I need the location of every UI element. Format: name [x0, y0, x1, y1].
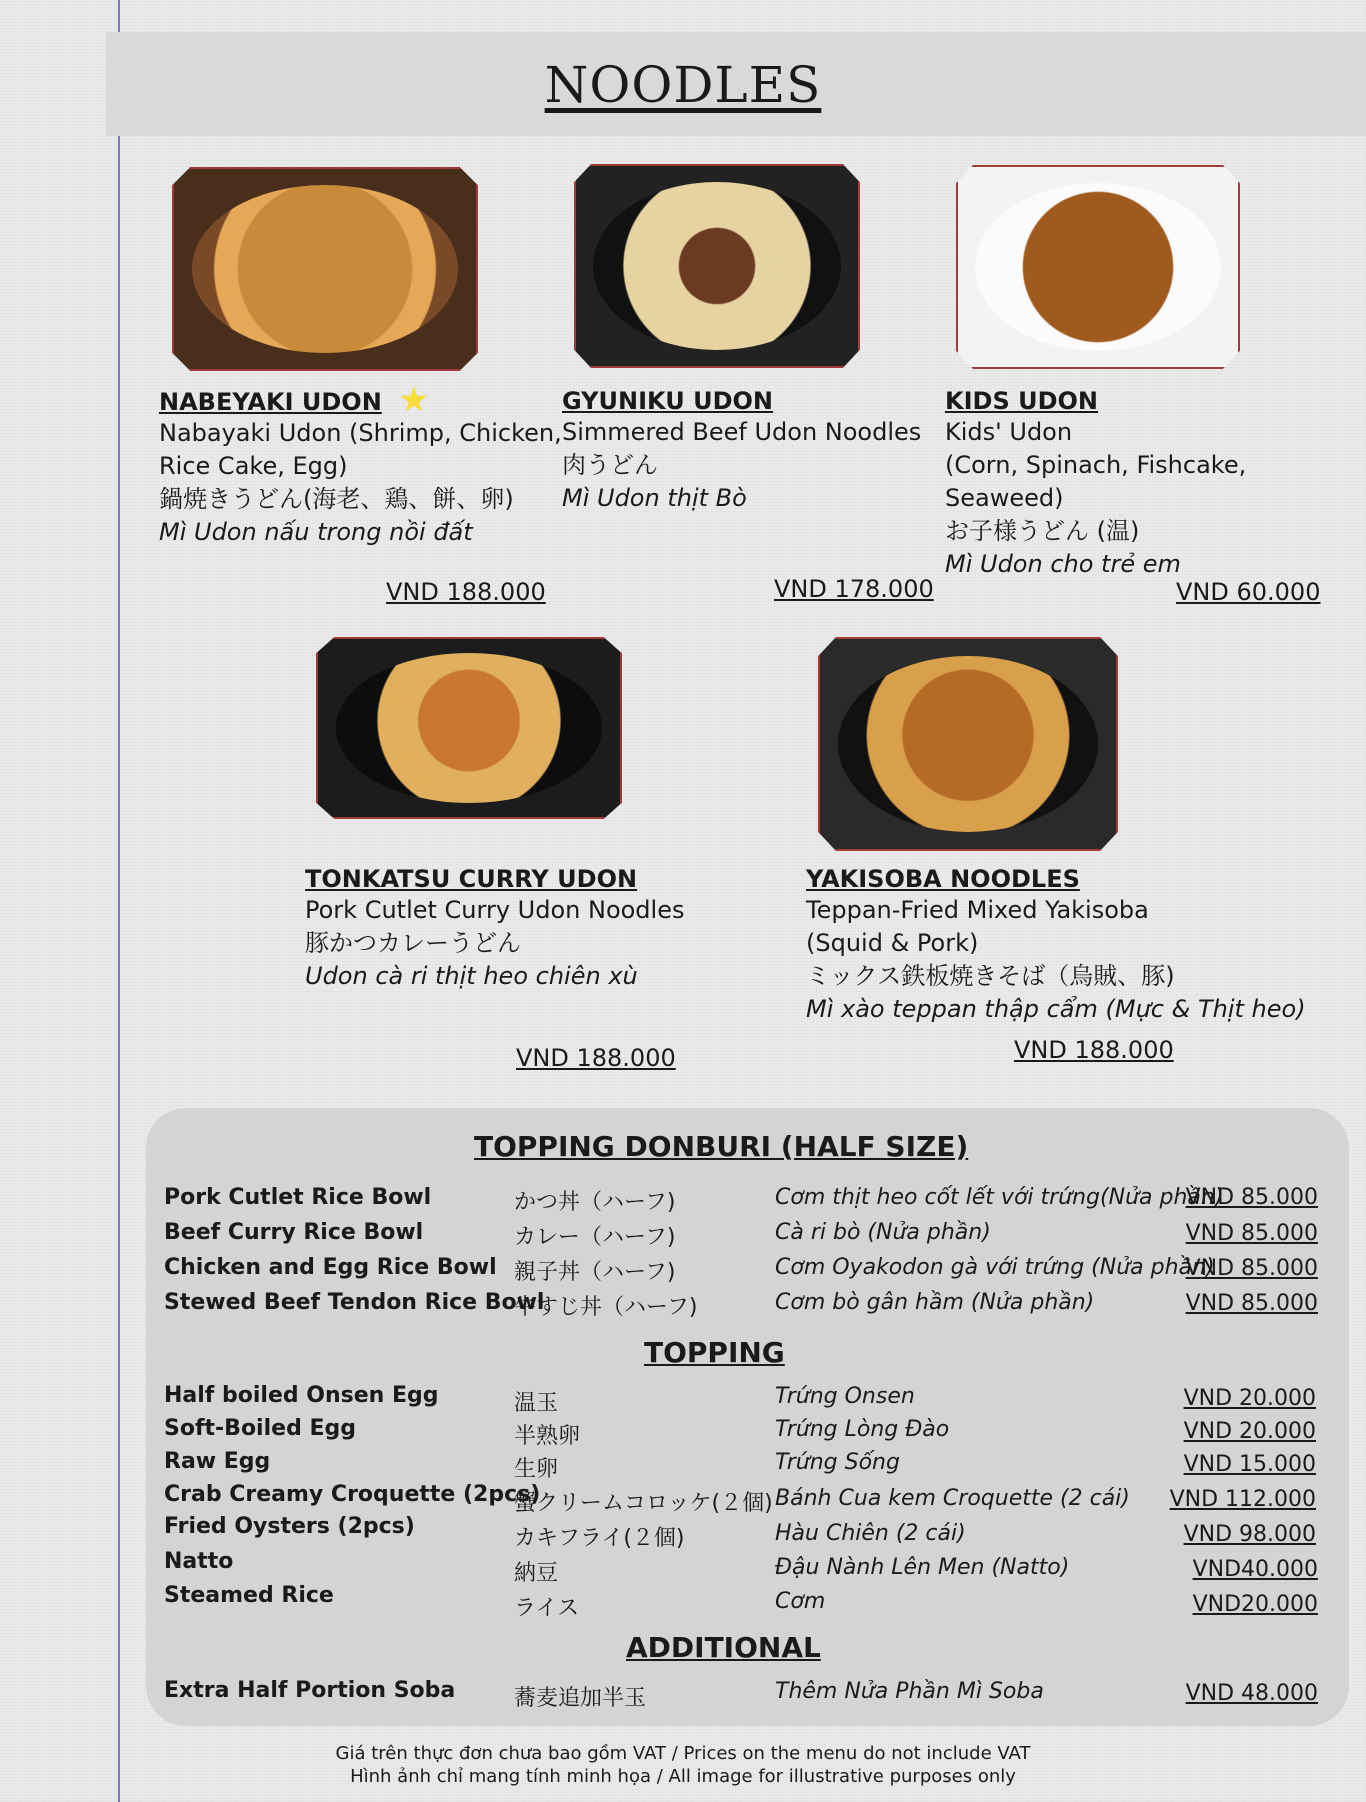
menu-item-gyuniku-udon — [562, 386, 921, 515]
row-vn: Trứng Onsen — [775, 1384, 915, 1409]
row-vn: Cơm — [775, 1589, 826, 1614]
row-name: Stewed Beef Tendon Rice Bowl — [164, 1290, 545, 1315]
row-name: Steamed Rice — [164, 1583, 334, 1608]
row-jp: 生卵 — [514, 1457, 559, 1482]
row-jp: かつ丼（ハーフ) — [514, 1190, 676, 1215]
menu-item-tonkatsu-curry-udon — [305, 864, 684, 993]
menu-item-kids-udon — [945, 386, 1366, 581]
item-desc: Rice Cake, Egg) — [159, 452, 348, 480]
item-name: KIDS UDON — [945, 387, 1098, 415]
margin-line — [118, 0, 120, 1802]
row-vn: Hàu Chiên (2 cái) — [775, 1521, 966, 1546]
item-desc: Simmered Beef Udon Noodles — [562, 418, 922, 446]
row-vn: Cơm Oyakodon gà với trứng (Nửa phần) — [775, 1255, 1215, 1280]
row-name: Pork Cutlet Rice Bowl — [164, 1185, 432, 1210]
gyuniku-udon-photo — [574, 164, 860, 368]
row-price: VND 112.000 — [1169, 1487, 1316, 1512]
row-name: Fried Oysters (2pcs) — [164, 1514, 415, 1539]
row-price: VND 20.000 — [1183, 1386, 1316, 1411]
row-price: VND 98.000 — [1183, 1522, 1316, 1547]
item-jp: お子様うどん (温) — [945, 517, 1140, 545]
item-vn: Mì Udon thịt Bò — [562, 484, 747, 512]
item-desc: Nabayaki Udon (Shrimp, Chicken, — [159, 419, 562, 447]
footer-vat-note: Giá trên thực đơn chưa bao gồm VAT / Prices on the menu do not include VAT — [335, 1743, 1031, 1764]
item-price: VND 188.000 — [386, 578, 546, 606]
section-heading-topping: TOPPING — [644, 1336, 785, 1369]
row-jp: 半熟卵 — [514, 1424, 581, 1449]
page-title: NOODLES — [544, 56, 822, 114]
item-price: VND 178.000 — [774, 575, 934, 603]
section-heading-additional: ADDITIONAL — [626, 1631, 821, 1664]
row-price: VND 85.000 — [1185, 1185, 1318, 1210]
row-vn: Trứng Sống — [775, 1450, 900, 1475]
item-jp: ミックス鉄板焼きそば（烏賊、豚) — [806, 962, 1175, 990]
menu-item-yakisoba — [806, 864, 1306, 1026]
row-jp: カレー（ハーフ) — [514, 1225, 676, 1250]
row-price: VND 85.000 — [1185, 1256, 1318, 1281]
item-name: YAKISOBA NOODLES — [806, 865, 1080, 893]
item-price: VND 188.000 — [516, 1044, 676, 1072]
nabeyaki-udon-photo — [172, 167, 478, 371]
row-vn: Đậu Nành Lên Men (Natto) — [775, 1555, 1070, 1580]
row-name: Beef Curry Rice Bowl — [164, 1220, 424, 1245]
row-jp: ライス — [514, 1596, 580, 1621]
star-icon — [400, 386, 428, 414]
item-name: NABEYAKI UDON — [159, 388, 382, 416]
tonkatsu-curry-udon-photo — [316, 637, 622, 819]
row-jp: 牛すじ丼（ハーフ) — [514, 1295, 698, 1320]
row-price: VND20.000 — [1192, 1592, 1318, 1617]
yakisoba-photo — [818, 637, 1118, 851]
item-vn: Mì Udon cho trẻ em — [945, 550, 1181, 578]
item-desc: Kids' Udon — [945, 418, 1073, 446]
row-vn: Cơm bò gân hầm (Nửa phần) — [775, 1290, 1095, 1315]
menu-item-nabeyaki-udon — [159, 386, 562, 549]
item-name: TONKATSU CURRY UDON — [305, 865, 638, 893]
item-jp: 鍋焼きうどん(海老、鶏、餅、卵) — [159, 485, 514, 513]
row-jp: 親子丼（ハーフ) — [514, 1260, 676, 1285]
row-price: VND 20.000 — [1183, 1419, 1316, 1444]
item-jp: 豚かつカレーうどん — [305, 929, 521, 957]
row-vn: Trứng Lòng Đào — [775, 1417, 950, 1442]
footer-image-note: Hình ảnh chỉ mang tính minh họa / All image for illustrative purposes only — [350, 1766, 1016, 1787]
item-vn: Mì xào teppan thập cẩm (Mực & Thịt heo) — [806, 995, 1306, 1023]
row-name: Soft-Boiled Egg — [164, 1416, 356, 1441]
item-vn: Mì Udon nấu trong nồi đất — [159, 518, 473, 546]
row-vn: Thêm Nửa Phần Mì Soba — [775, 1679, 1044, 1704]
kids-udon-photo — [956, 165, 1240, 369]
row-jp: 納豆 — [514, 1561, 559, 1586]
row-jp: 蕎麦追加半玉 — [514, 1686, 647, 1711]
item-desc: (Squid & Pork) — [806, 929, 979, 957]
item-vn: Udon cà ri thịt heo chiên xù — [305, 962, 638, 990]
item-jp: 肉うどん — [562, 451, 658, 479]
row-name: Raw Egg — [164, 1449, 271, 1474]
section-heading-donburi: TOPPING DONBURI (HALF SIZE) — [474, 1130, 969, 1163]
row-jp: カキフライ(２個) — [514, 1526, 685, 1551]
row-jp: 蟹クリームコロッケ(２個) — [514, 1491, 773, 1516]
row-vn: Bánh Cua kem Croquette (2 cái) — [775, 1486, 1130, 1511]
item-desc: (Corn, Spinach, Fishcake, Seaweed) — [945, 451, 1247, 512]
row-vn: Cơm thịt heo cốt lết với trứng(Nửa phần) — [775, 1185, 1224, 1210]
row-price: VND 48.000 — [1185, 1681, 1318, 1706]
item-desc: Pork Cutlet Curry Udon Noodles — [305, 896, 685, 924]
row-name: Chicken and Egg Rice Bowl — [164, 1255, 497, 1280]
row-jp: 温玉 — [514, 1391, 559, 1416]
row-price: VND 85.000 — [1185, 1291, 1318, 1316]
row-name: Half boiled Onsen Egg — [164, 1383, 439, 1408]
row-price: VND40.000 — [1192, 1557, 1318, 1582]
row-name: Extra Half Portion Soba — [164, 1678, 456, 1703]
row-price: VND 85.000 — [1185, 1221, 1318, 1246]
item-price: VND 60.000 — [1176, 578, 1321, 606]
row-name: Crab Creamy Croquette (2pcs) — [164, 1482, 541, 1507]
item-desc: Teppan-Fried Mixed Yakisoba — [806, 896, 1149, 924]
row-vn: Cà ri bò (Nửa phần) — [775, 1220, 991, 1245]
row-price: VND 15.000 — [1183, 1452, 1316, 1477]
row-name: Natto — [164, 1549, 234, 1574]
item-price: VND 188.000 — [1014, 1036, 1174, 1064]
item-name: GYUNIKU UDON — [562, 387, 773, 415]
